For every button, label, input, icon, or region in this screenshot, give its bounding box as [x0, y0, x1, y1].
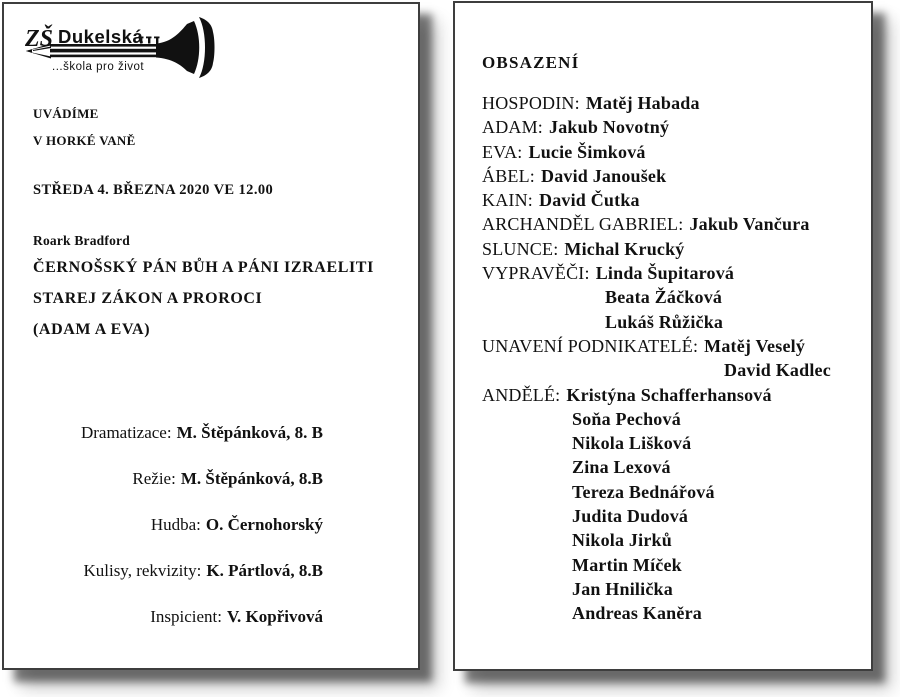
cast-row: [482, 383, 865, 407]
title-block: [33, 233, 374, 352]
credit-row: [4, 561, 323, 581]
cast-role: UNAVENÍ PODNIKATELÉ:: [482, 335, 699, 356]
cast-name: Nikola Jirků: [572, 530, 672, 551]
cast-role: ANDĚLÉ:: [482, 384, 561, 405]
cast-row: [482, 285, 865, 309]
cast-role: ARCHANDĚL GABRIEL:: [482, 214, 684, 235]
credit-value: V. Kopřivová: [226, 607, 323, 626]
cast-name: Judita Dudová: [572, 506, 689, 527]
clarinet-pencil-logo-icon: [24, 14, 216, 84]
cast-role: ÁBEL:: [482, 165, 535, 186]
credit-row: [4, 469, 323, 489]
cast-name: Martin Míček: [572, 554, 682, 575]
credit-label: Inspicient:: [150, 607, 222, 626]
cast-row: [482, 577, 865, 601]
cast-name: Zina Lexová: [572, 457, 671, 478]
cast-role: SLUNCE:: [482, 238, 559, 259]
cast-row: [482, 407, 865, 431]
cast-name: David Kadlec: [724, 360, 831, 381]
credit-row: [4, 607, 323, 627]
cast-row: [482, 140, 865, 164]
play-title-line-2: STAREJ ZÁKON A PROROCI: [33, 290, 263, 307]
credit-label: Hudba:: [150, 515, 201, 534]
cast-row: [482, 115, 865, 139]
play-title-line-3: (ADAM A EVA): [33, 321, 151, 338]
cast-row: [482, 455, 865, 479]
cast-name: Tereza Bednářová: [572, 481, 715, 502]
cast-role: VYPRAVĚČI:: [482, 263, 590, 284]
cast-role: EVA:: [482, 141, 523, 162]
cast-row: [482, 212, 865, 236]
cast-name: Lucie Šimková: [528, 141, 646, 162]
intro-line-venue: V HORKÉ VANĚ: [33, 133, 136, 148]
credit-row: [4, 423, 323, 443]
credit-label: Kulisy, rekvizity:: [83, 561, 202, 580]
credit-label: Dramatizace:: [80, 423, 172, 442]
credit-label: Režie:: [132, 469, 176, 488]
cast-row: [482, 188, 865, 212]
play-title-line-1: ČERNOŠSKÝ PÁN BŮH A PÁNI IZRAELITI: [33, 259, 374, 276]
cast-row: [482, 553, 865, 577]
cast-name: Michal Krucký: [564, 238, 685, 259]
credits-list: [4, 423, 323, 653]
cast-row: [482, 334, 865, 358]
cast-name: Matěj Veselý: [704, 335, 806, 356]
credit-value: O. Černohorský: [205, 515, 323, 534]
cast-name: David Čutka: [539, 190, 640, 211]
performance-date-line: STŘEDA 4. BŘEZNA 2020 VE 12.00: [33, 182, 274, 198]
cast-row: [482, 480, 865, 504]
cast-row: [482, 261, 865, 285]
program-page-right: [453, 1, 873, 671]
cast-name: Beata Žáčková: [605, 287, 723, 308]
credit-row: [4, 515, 323, 535]
credit-value: M. Štěpánková, 8.B: [180, 469, 323, 488]
cast-role: HOSPODIN:: [482, 93, 580, 113]
cast-row: [482, 528, 865, 552]
cast-name: Jakub Novotný: [549, 117, 670, 138]
intro-block: [33, 106, 136, 160]
cast-row: [482, 310, 865, 334]
program-page-left: [2, 2, 420, 670]
cast-row: [482, 504, 865, 528]
credit-value: M. Štěpánková, 8. B: [176, 423, 323, 442]
intro-line-uvadime: UVÁDÍME: [33, 106, 99, 121]
cast-name: Kristýna Schafferhansová: [566, 384, 772, 405]
cast-row: [482, 237, 865, 261]
cast-row: [482, 601, 865, 625]
author-name: Roark Bradford: [33, 233, 130, 248]
cast-row: [482, 91, 865, 115]
cast-heading: OBSAZENÍ: [482, 53, 580, 72]
cast-row: [482, 358, 865, 382]
cast-name: Lukáš Růžička: [605, 311, 724, 332]
logo-school-name: Dukelská: [58, 26, 144, 47]
cast-name: Linda Šupitarová: [595, 263, 735, 284]
cast-name: Jakub Vančura: [689, 214, 810, 235]
cast-list: [482, 91, 865, 626]
logo-school-abbr: ZŠ: [25, 26, 54, 52]
cast-name: Matěj Habada: [585, 93, 700, 113]
logo-tagline: ...škola pro život: [52, 61, 145, 73]
cast-name: Andreas Kaněra: [572, 603, 702, 624]
credit-value: K. Pártlová, 8.B: [206, 561, 323, 580]
cast-name: David Janoušek: [541, 165, 667, 186]
cast-name: Jan Hnilička: [572, 578, 673, 599]
cast-name: Nikola Lišková: [572, 433, 692, 454]
cast-row: [482, 431, 865, 455]
cast-name: Soňa Pechová: [572, 408, 681, 429]
cast-role: ADAM:: [482, 117, 544, 138]
cast-row: [482, 164, 865, 188]
school-logo: [24, 14, 216, 84]
cast-role: KAIN:: [482, 190, 533, 211]
